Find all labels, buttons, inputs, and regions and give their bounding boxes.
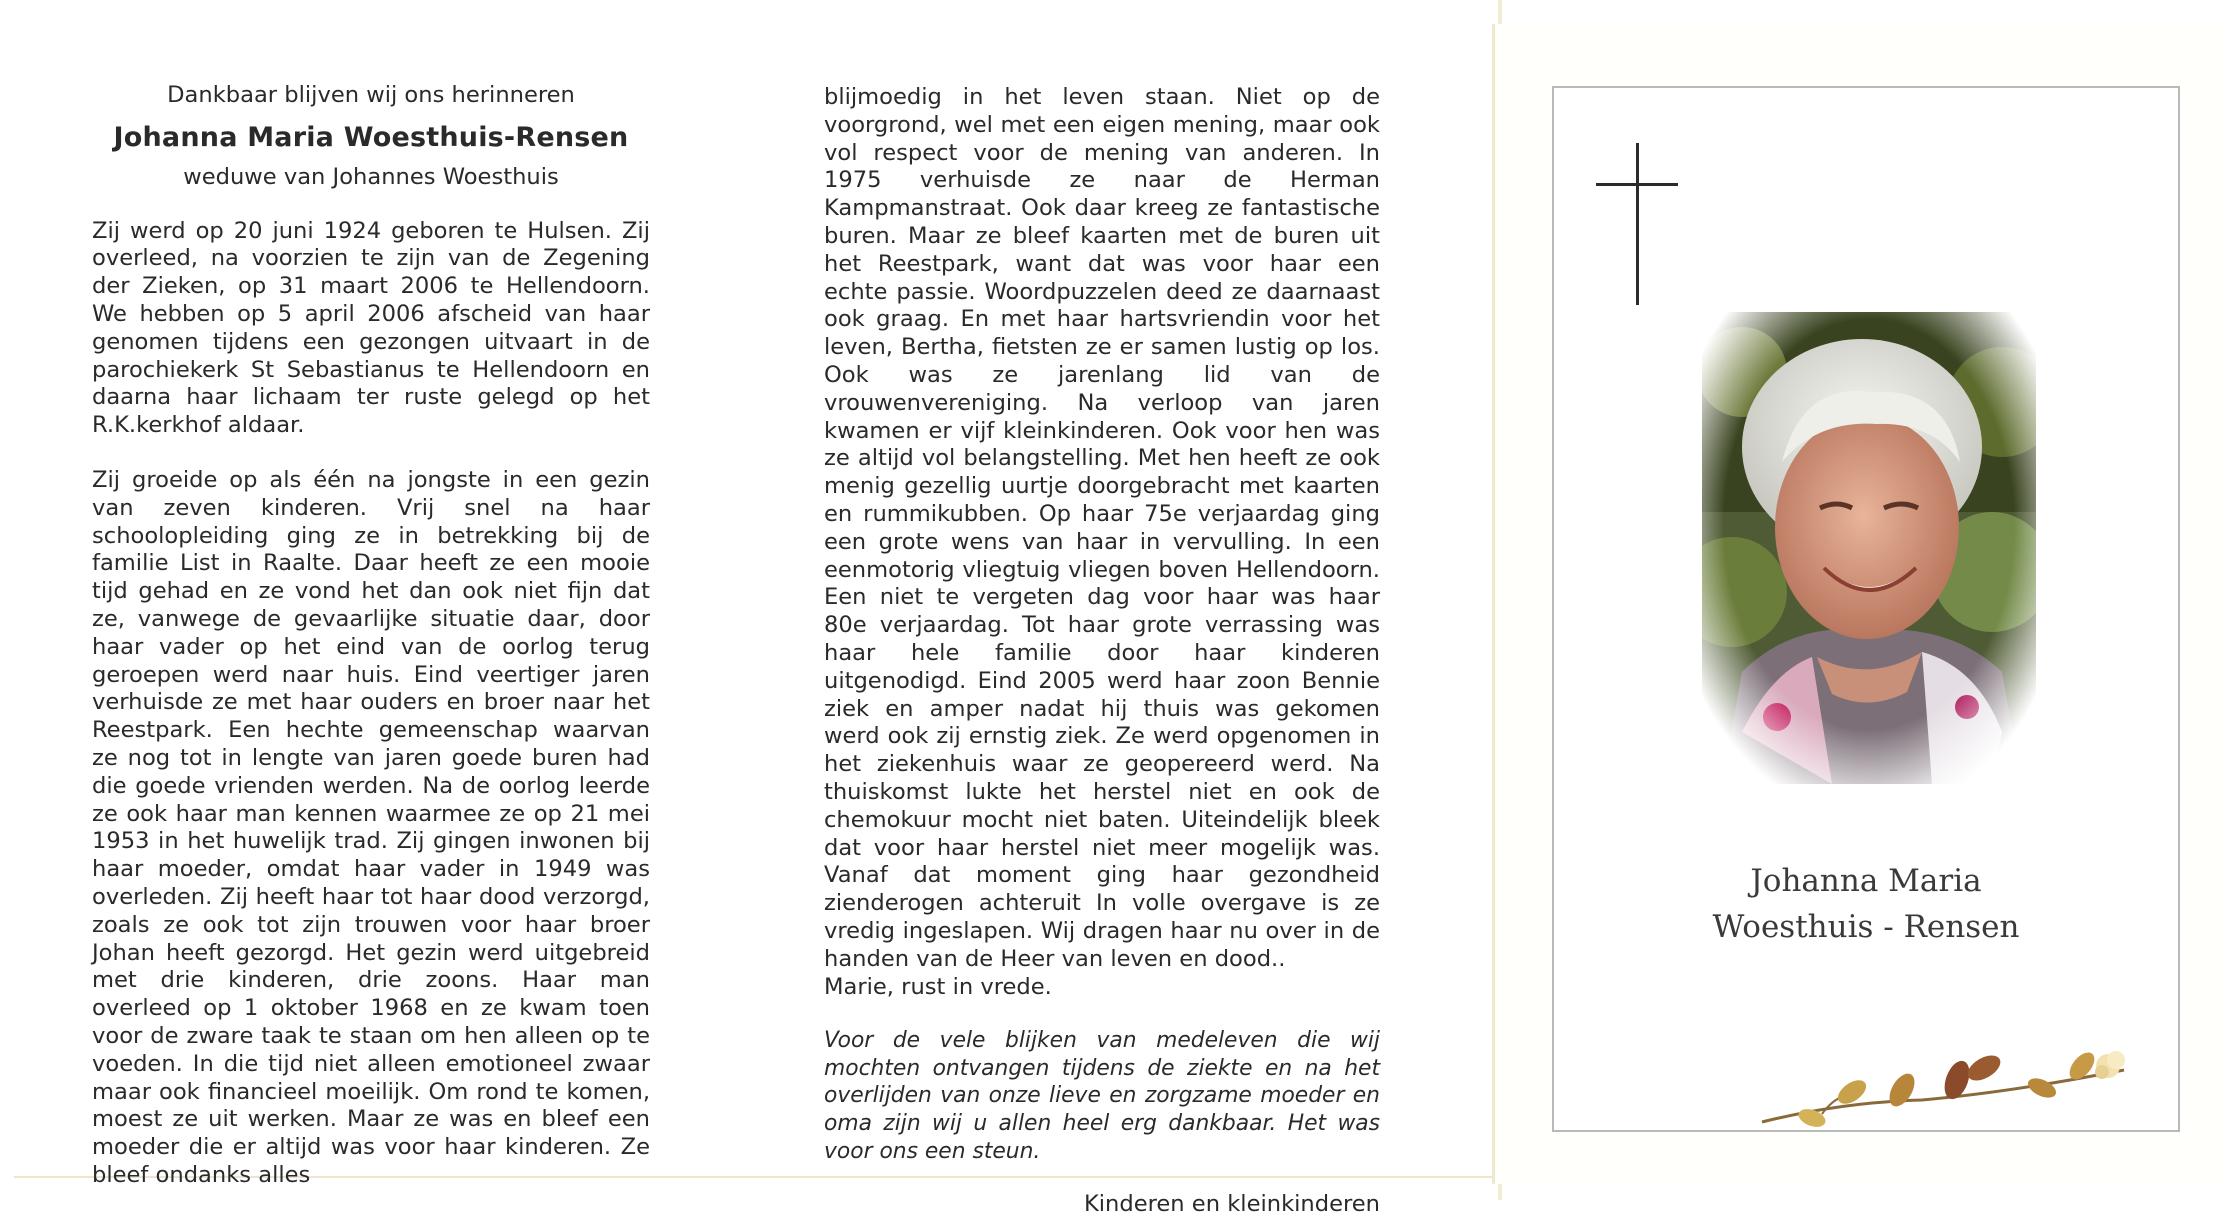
card-name-line-2: Woesthuis - Rensen (1712, 909, 2020, 945)
cross-icon (1596, 143, 1678, 305)
deceased-name-heading: Johanna Maria Woesthuis-Rensen (113, 121, 629, 153)
biography-paragraph-3: blijmoedig in het leven staan. Niet op de voorgrond, wel met een eigen mening, maar ook vol respect voor de mening van anderen. In 1975 verhuisde ze naar de Herman Kampmanstraat. Ook daar kreeg ze fantastische buren. Maar ze bleef kaarten met de buren uit het Reestpark, want dat was voor haar een echte passie. Woordpuzzelen deed ze daarnaast ook graag. En met haar hartsvriendin voor het leven, Bertha, fietsten ze er samen lustig op los. Ook was ze jarenlang lid van de vrouwenvereniging. Na verloop van jaren kwamen er vijf kleinkinderen. Ook voor hen was ze altijd vol belangstelling. Met hen heeft ze ook menig gezellig uurtje doorgebracht met kaarten en rummikubben. Op haar 75e verjaardag ging een grote wens van haar in vervulling. In een eenmotorig vliegtuig vliegen boven Hellendoorn. Een niet te vergeten dag voor haar was haar 80e verjaardag. Tot haar grote verrassing was haar hele familie door haar kinderen uitgenodigd. Eind 2005 werd haar zoon Bennie ziek en amper nadat hij thuis was gekomen werd ook zij ernstig ziek. Ze werd opgenomen in het ziekenhuis waar ze geopereerd werd. Na thuiskomst lukte het herstel niet en ook de chemokuur mocht niet baten. Uiteindelijk bleek dat voor haar herstel niet meer mogelijk was. Vanaf dat moment ging haar gezondheid zienderogen achteruit In volle overgave is ze vredig ingeslapen. Wij dragen haar nu over in de handen van de Heer van leven en dood.. (824, 84, 1380, 972)
text-column-left (92, 82, 650, 1190)
portrait-photo (1702, 312, 2036, 784)
signature-line: Kinderen en kleinkinderen (1083, 1191, 1380, 1218)
biography-paragraph-2: Zij groeide op als één na jongste in een gezin van zeven kinderen. Vrij snel na haar schoolopleiding ging ze in betrekking bij de familie List in Raalte. Daar heeft ze een mooie tijd gehad en ze vond het dan ook niet fijn dat ze, vanwege de gevaarlijke situatie daar, door haar vader op het eind van de oorlog terug geroepen werd naar huis. Eind veertiger jaren verhuisde ze met haar ouders en broer naar het Reestpark. Een hechte gemeenschap waarvan ze nog tot in lengte van jaren goede buren had die goede vrienden werden. Na de oorlog leerde ze ook haar man kennen waarmee ze op 21 mei 1953 in het huwelijk trad. Zij gingen inwonen bij haar moeder, omdat haar vader in 1949 was overleden. Zij heeft haar tot haar dood verzorgd, zoals ze ook tot zijn trouwen voor haar broer Johan heeft gezorgd. Het gezin werd uitgebreid met drie kinderen, drie zoons. Haar man overleed op 1 oktober 1968 en ze kwam toen voor de zware taak te staan om hen alleen op te voeden. In die tijd niet alleen emotioneel zwaar maar ook financieel moeilijk. Om rond te komen, moest ze uit werken. Maar ze was en bleef een moeder die er altijd was voor haar kinderen. Ze bleef ondanks alles (92, 466, 650, 1188)
card-name-line-1: Johanna Maria (1750, 863, 1982, 899)
card-name-block (1552, 858, 2180, 950)
thanks-paragraph: Voor de vele blijken van medeleven die wij mochten ontvangen tijdens de ziekte en na het overlijden van onze lieve en zorgzame moeder en oma zijn wij u allen heel erg dankbaar. Het was voor ons een steun. (824, 1028, 1380, 1164)
farewell-line: Marie, rust in vrede. (824, 973, 1052, 1000)
text-column-right (824, 84, 1380, 1219)
paragraph-gap (92, 440, 650, 467)
biography-paragraph-1: Zij werd op 20 juni 1924 geboren te Hulsen. Zij overleed, na voorzien te zijn van de Zegening der Zieken, op 31 maart 2006 te Hellendoorn. We hebben op 5 april 2006 afscheid van haar genomen tijdens een gezongen uitvaart in de parochiekerk St Sebastianus te Hellendoorn en daarna haar lichaam ter ruste gelegd op het R.K.kerkhof aldaar. (92, 217, 650, 439)
rose-branch-icon (1752, 1030, 2138, 1130)
widow-line: weduwe van Johannes Woesthuis (183, 163, 559, 190)
intro-line: Dankbaar blijven wij ons herinneren (167, 82, 575, 108)
